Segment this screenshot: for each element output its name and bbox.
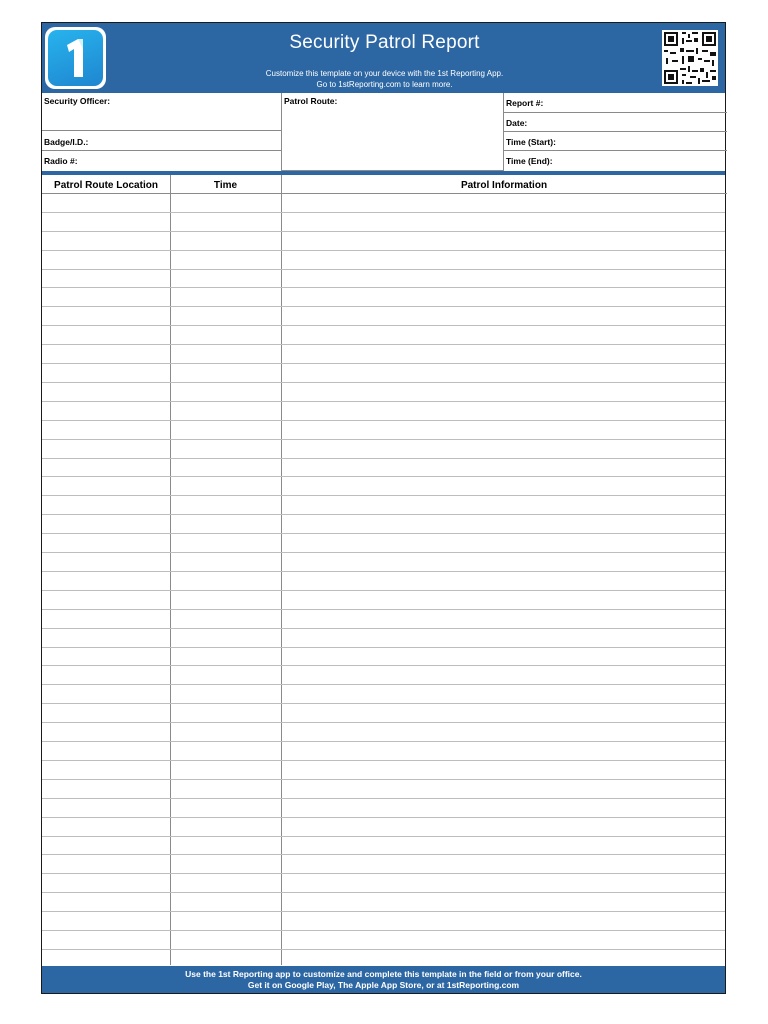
table-row[interactable] [42,289,725,308]
table-row[interactable] [42,326,725,345]
report-footer [42,966,725,993]
report-number-field[interactable] [504,93,727,113]
time-end-label: Time (End): [506,156,553,166]
column-header-information: Patrol Information [281,175,727,194]
table-row[interactable] [42,534,725,553]
table-row[interactable] [42,478,725,497]
table-row[interactable] [42,421,725,440]
subtitle-line-1: Customize this template on your device with the 1st Reporting App. [265,69,504,78]
table-row[interactable] [42,251,725,270]
table-row[interactable] [42,213,725,232]
table-row[interactable] [42,232,725,251]
table-row[interactable] [42,591,725,610]
subtitle-line-2: Go to 1stReporting.com to learn more. [316,80,453,89]
footer-line-1: Use the 1st Reporting app to customize and complete this template in the field or from your office. [185,969,582,979]
time-end-field[interactable] [504,151,727,171]
table-row[interactable] [42,572,725,591]
table-row[interactable] [42,402,725,421]
table-row[interactable] [42,893,725,912]
table-row[interactable] [42,742,725,761]
table-row[interactable] [42,799,725,818]
table-row[interactable] [42,874,725,893]
table-row[interactable] [42,459,725,478]
table-row[interactable] [42,515,725,534]
patrol-route-field[interactable] [282,93,504,171]
table-row[interactable] [42,837,725,856]
table-row[interactable] [42,761,725,780]
table-row[interactable] [42,496,725,515]
table-row[interactable] [42,440,725,459]
patrol-report-sheet [41,22,726,994]
table-row[interactable] [42,629,725,648]
radio-label: Radio #: [44,156,78,166]
column-header-location: Patrol Route Location [42,175,170,194]
badge-id-label: Badge/I.D.: [44,137,89,147]
security-officer-label: Security Officer: [44,96,111,106]
report-header [42,23,725,93]
table-row[interactable] [42,856,725,875]
patrol-log-table [42,175,725,965]
table-row[interactable] [42,931,725,950]
badge-id-field[interactable] [42,131,282,151]
radio-field[interactable] [42,151,282,171]
table-row[interactable] [42,723,725,742]
time-start-field[interactable] [504,132,727,151]
table-row[interactable] [42,704,725,723]
patrol-route-label: Patrol Route: [284,96,338,106]
page-title: Security Patrol Report [289,32,480,53]
table-row[interactable] [42,345,725,364]
report-info-grid [42,93,725,171]
table-row[interactable] [42,610,725,629]
table-row[interactable] [42,818,725,837]
table-row[interactable] [42,307,725,326]
table-row[interactable] [42,685,725,704]
table-row[interactable] [42,780,725,799]
qr-code-icon [662,30,718,86]
footer-line-2: Get it on Google Play, The Apple App Store, or at 1stReporting.com [247,980,520,990]
time-start-label: Time (Start): [506,137,556,147]
table-row[interactable] [42,383,725,402]
table-row[interactable] [42,364,725,383]
table-row[interactable] [42,194,725,213]
column-header-time: Time [170,175,281,194]
table-row[interactable] [42,553,725,572]
security-officer-field[interactable] [42,93,282,131]
table-row[interactable] [42,648,725,667]
table-row[interactable] [42,912,725,931]
date-field[interactable] [504,113,727,132]
report-number-label: Report #: [506,98,544,108]
date-label: Date: [506,118,528,128]
table-row[interactable] [42,270,725,289]
table-row[interactable] [42,667,725,686]
